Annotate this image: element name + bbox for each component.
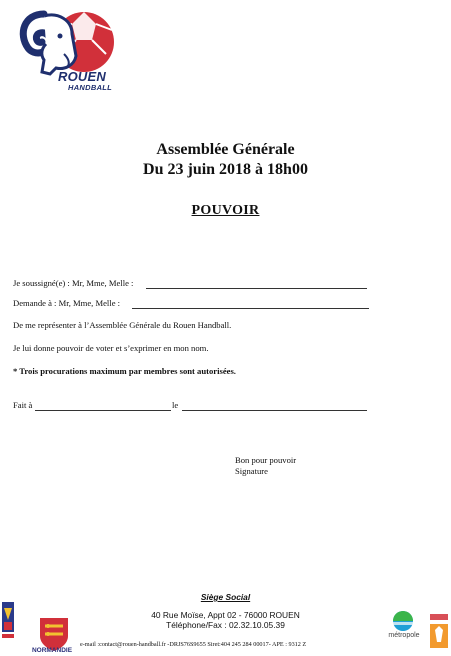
fait-field-line xyxy=(35,410,171,411)
rouen-city-logo xyxy=(1,600,15,642)
bon-pour-pouvoir: Bon pour pouvoir xyxy=(235,455,297,465)
seine-maritime-logo xyxy=(428,612,450,650)
logo-line1: ROUEN xyxy=(58,69,106,84)
soussigne-label: Je soussigné(e) : Mr, Mme, Melle : xyxy=(13,278,134,288)
pouvoir-text: Je lui donne pouvoir de voter et s’exprimer en mon nom. xyxy=(13,343,209,353)
title-line1: Assemblée Générale xyxy=(156,141,295,158)
address: 40 Rue Moïse, Appt 02 - 76000 ROUEN xyxy=(151,610,300,620)
demande-field-line xyxy=(132,308,369,309)
soussigne-field-line xyxy=(146,288,367,289)
demande-label: Demande à : Mr, Mme, Melle : xyxy=(13,298,121,308)
ram-head xyxy=(42,15,76,74)
signature-label: Signature xyxy=(235,466,268,476)
fait-label: Fait à xyxy=(13,400,33,410)
siege-social-heading: Siège Social xyxy=(200,592,251,602)
metropole-label: métropole xyxy=(388,632,420,639)
procurations-note: * Trois procurations maximum par membres sont autorisées. xyxy=(13,366,236,376)
date-field-line xyxy=(182,410,367,411)
logo-line2: HANDBALL xyxy=(68,83,113,92)
le-label: le xyxy=(172,400,179,410)
footer-contact-line: e-mail :contact@rouen-handball.fr -DRJS76S9655 Siret:404 245 284 00017- APE : 9312 Z xyxy=(80,641,307,648)
logo-wordmark xyxy=(58,70,112,92)
normandie-label: NORMANDIE xyxy=(31,647,73,654)
page-heading: POUVOIR xyxy=(191,203,260,218)
title-line2: Du 23 juin 2018 à 18h00 xyxy=(143,161,308,178)
represente-text: De me représenter à l’Assemblée Générale du Rouen Handball. xyxy=(13,320,232,330)
phone-fax: Téléphone/Fax : 02.32.10.05.39 xyxy=(166,620,285,630)
